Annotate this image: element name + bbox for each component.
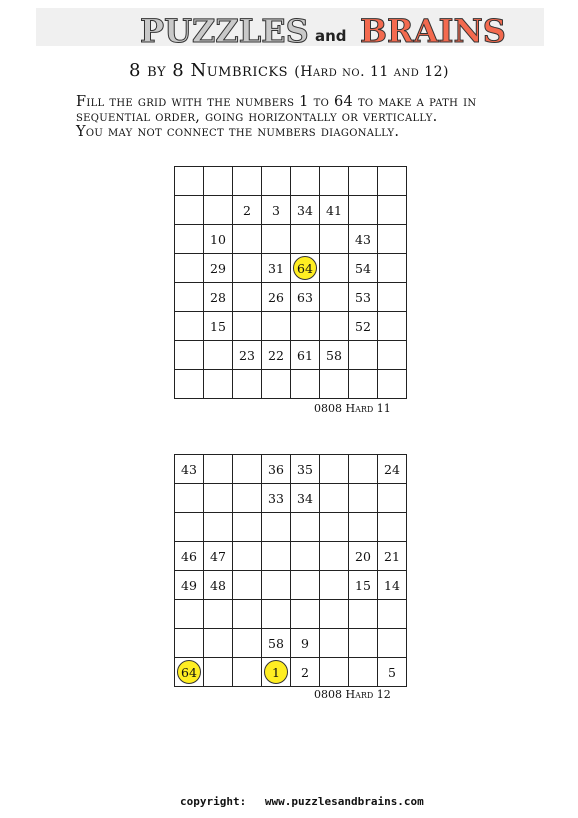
grid-cell[interactable]	[204, 513, 233, 542]
given-number: 34	[297, 202, 313, 218]
grid-cell[interactable]	[233, 629, 262, 658]
grid-cell[interactable]	[291, 571, 320, 600]
grid-cell[interactable]	[349, 312, 378, 341]
instruction-line: You may not connect the numbers diagonally.	[76, 124, 400, 140]
grid-cell[interactable]	[291, 455, 320, 484]
grid-cell[interactable]	[320, 370, 349, 399]
given-number: 53	[355, 289, 371, 305]
grid-cell[interactable]	[175, 341, 204, 370]
grid-cell[interactable]	[262, 484, 291, 513]
grid-cell[interactable]	[349, 484, 378, 513]
given-number: 49	[181, 577, 197, 593]
given-number: 34	[297, 490, 313, 506]
grid-cell[interactable]	[175, 571, 204, 600]
grid-cell[interactable]	[175, 629, 204, 658]
grid-cell[interactable]	[378, 312, 407, 341]
given-number: 10	[210, 231, 226, 247]
given-number: 35	[297, 461, 313, 477]
grid-row	[175, 283, 407, 312]
grid-cell[interactable]	[349, 370, 378, 399]
logo-puzzles: PUZZLES	[140, 12, 309, 50]
grid-cell[interactable]	[349, 283, 378, 312]
given-number: 54	[355, 260, 371, 276]
grid-row	[175, 225, 407, 254]
given-number: 58	[268, 635, 284, 651]
grid-cell[interactable]	[233, 312, 262, 341]
grid-cell[interactable]	[349, 513, 378, 542]
instructions	[76, 95, 536, 140]
grid-cell[interactable]	[204, 370, 233, 399]
grid-cell[interactable]	[204, 455, 233, 484]
grid-cell[interactable]	[233, 225, 262, 254]
grid-row	[175, 341, 407, 370]
grid-cell[interactable]	[291, 370, 320, 399]
given-number: 14	[384, 577, 400, 593]
grid-cell[interactable]	[378, 600, 407, 629]
grid-cell[interactable]	[204, 542, 233, 571]
grid-row	[175, 370, 407, 399]
given-number: 58	[326, 347, 342, 363]
grid-row	[175, 254, 407, 283]
grid-cell[interactable]	[291, 196, 320, 225]
grid-row	[175, 167, 407, 196]
grid-cell[interactable]	[378, 370, 407, 399]
grid-cell[interactable]	[320, 312, 349, 341]
grid-cell[interactable]	[349, 341, 378, 370]
grid-cell[interactable]	[291, 167, 320, 196]
given-number: 47	[210, 548, 226, 564]
given-number: 29	[210, 260, 226, 276]
grid-cell[interactable]	[378, 513, 407, 542]
grid-cell[interactable]	[378, 196, 407, 225]
grid-cell[interactable]	[320, 196, 349, 225]
grid-cell[interactable]	[320, 571, 349, 600]
grid-cell[interactable]	[175, 254, 204, 283]
grid-cell[interactable]	[291, 341, 320, 370]
given-number: 15	[210, 318, 226, 334]
grid-row	[175, 658, 407, 687]
grid-cell[interactable]	[262, 225, 291, 254]
grid-cell[interactable]	[378, 254, 407, 283]
given-number: 61	[297, 347, 313, 363]
grid-row	[175, 542, 407, 571]
grid-cell[interactable]	[262, 600, 291, 629]
grid-row	[175, 629, 407, 658]
grid-cell[interactable]	[320, 254, 349, 283]
grid-cell[interactable]	[233, 254, 262, 283]
grid-cell[interactable]	[291, 600, 320, 629]
grid-cell[interactable]	[378, 225, 407, 254]
grid-cell[interactable]	[320, 658, 349, 687]
grid-cell[interactable]	[204, 225, 233, 254]
copyright-label: copyright:	[180, 795, 247, 808]
grid-cell[interactable]	[291, 225, 320, 254]
grid-cell[interactable]	[175, 196, 204, 225]
grid-cell[interactable]	[175, 167, 204, 196]
puzzle-grid-hard-12	[174, 454, 407, 687]
given-number: 26	[268, 289, 284, 305]
given-number: 2	[243, 202, 251, 218]
grid-cell[interactable]	[233, 341, 262, 370]
grid-cell[interactable]	[320, 225, 349, 254]
given-number: 46	[181, 548, 197, 564]
grid-cell[interactable]	[262, 370, 291, 399]
logo-and: and	[315, 27, 347, 45]
grid-cell[interactable]	[262, 455, 291, 484]
grid-cell[interactable]	[378, 167, 407, 196]
highlighted-number: 64	[177, 660, 201, 684]
title-main: 8 by 8 Numbricks	[129, 60, 289, 81]
given-number: 24	[384, 461, 400, 477]
grid-cell[interactable]	[291, 542, 320, 571]
grid-cell[interactable]	[349, 571, 378, 600]
grid-row	[175, 312, 407, 341]
given-number: 22	[268, 347, 284, 363]
grid-cell[interactable]	[320, 283, 349, 312]
grid-cell[interactable]	[320, 542, 349, 571]
grid-cell[interactable]	[378, 341, 407, 370]
grid-cell[interactable]	[233, 600, 262, 629]
grid-cell[interactable]	[320, 484, 349, 513]
grid-cell[interactable]	[233, 283, 262, 312]
grid-cell[interactable]	[233, 455, 262, 484]
given-number: 9	[301, 635, 309, 651]
grid-cell[interactable]	[262, 542, 291, 571]
grid-cell[interactable]	[349, 196, 378, 225]
grid-cell[interactable]	[204, 254, 233, 283]
grid-row	[175, 196, 407, 225]
grid-cell[interactable]	[291, 312, 320, 341]
grid-cell[interactable]	[320, 600, 349, 629]
grid-cell[interactable]	[175, 484, 204, 513]
grid-cell[interactable]	[378, 283, 407, 312]
grid-cell[interactable]	[320, 341, 349, 370]
given-number: 5	[388, 664, 396, 680]
grid-cell[interactable]	[204, 196, 233, 225]
grid-cell[interactable]	[320, 513, 349, 542]
grid-cell[interactable]	[175, 455, 204, 484]
grid-cell[interactable]	[262, 167, 291, 196]
grid-cell[interactable]	[233, 658, 262, 687]
grid-cell[interactable]	[262, 312, 291, 341]
grid-cell[interactable]	[175, 658, 204, 687]
grid-cell[interactable]	[175, 542, 204, 571]
highlighted-number: 64	[293, 256, 317, 280]
given-number: 33	[268, 490, 284, 506]
grid-cell[interactable]	[175, 600, 204, 629]
grid-cell[interactable]	[204, 167, 233, 196]
grid-cell[interactable]	[204, 312, 233, 341]
grid-cell[interactable]	[262, 629, 291, 658]
given-number: 41	[326, 202, 342, 218]
grid-cell[interactable]	[320, 167, 349, 196]
logo-brains: BRAINS	[360, 12, 506, 50]
page-title	[0, 60, 578, 81]
grid-cell[interactable]	[204, 658, 233, 687]
given-number: 21	[384, 548, 400, 564]
grid-cell[interactable]	[204, 600, 233, 629]
grid-cell[interactable]	[233, 542, 262, 571]
given-number: 48	[210, 577, 226, 593]
grid-cell[interactable]	[378, 658, 407, 687]
grid-cell[interactable]	[175, 312, 204, 341]
given-number: 28	[210, 289, 226, 305]
grid-row	[175, 571, 407, 600]
given-number: 36	[268, 461, 284, 477]
grid-cell[interactable]	[378, 629, 407, 658]
grid-cell[interactable]	[204, 341, 233, 370]
grid-cell[interactable]	[378, 484, 407, 513]
puzzle-caption: 0808 Hard 12	[314, 688, 391, 701]
title-subtitle: (Hard no. 11 and 12)	[294, 64, 449, 80]
grid-cell[interactable]	[233, 196, 262, 225]
given-number: 3	[272, 202, 280, 218]
grid-cell[interactable]	[204, 484, 233, 513]
grid-cell[interactable]	[233, 370, 262, 399]
grid-row	[175, 600, 407, 629]
grid-cell[interactable]	[378, 571, 407, 600]
grid-cell[interactable]	[378, 542, 407, 571]
grid-cell[interactable]	[233, 484, 262, 513]
grid-cell[interactable]	[349, 254, 378, 283]
grid-cell[interactable]	[291, 484, 320, 513]
given-number: 43	[181, 461, 197, 477]
grid-cell[interactable]	[233, 571, 262, 600]
given-number: 52	[355, 318, 371, 334]
grid-cell[interactable]	[204, 571, 233, 600]
grid-cell[interactable]	[349, 167, 378, 196]
given-number: 2	[301, 664, 309, 680]
grid-cell[interactable]	[233, 513, 262, 542]
instruction-line: Fill the grid with the numbers 1 to 64 to make a path in	[76, 94, 477, 110]
grid-row	[175, 513, 407, 542]
grid-cell[interactable]	[262, 658, 291, 687]
puzzle-caption: 0808 Hard 11	[314, 402, 391, 415]
grid-cell[interactable]	[175, 283, 204, 312]
grid-cell[interactable]	[349, 629, 378, 658]
grid-cell[interactable]	[291, 254, 320, 283]
grid-cell[interactable]	[233, 167, 262, 196]
grid-cell[interactable]	[349, 542, 378, 571]
given-number: 23	[239, 347, 255, 363]
grid-cell[interactable]	[262, 254, 291, 283]
grid-cell[interactable]	[204, 629, 233, 658]
given-number: 15	[355, 577, 371, 593]
grid-cell[interactable]	[320, 455, 349, 484]
given-number: 43	[355, 231, 371, 247]
grid-row	[175, 484, 407, 513]
grid-cell[interactable]	[349, 455, 378, 484]
grid-row	[175, 455, 407, 484]
copyright-footer	[180, 795, 424, 808]
grid-cell[interactable]	[291, 283, 320, 312]
grid-cell[interactable]	[320, 629, 349, 658]
grid-cell[interactable]	[262, 283, 291, 312]
website-link[interactable]: www.puzzlesandbrains.com	[264, 795, 424, 808]
grid-cell[interactable]	[349, 658, 378, 687]
grid-cell[interactable]	[175, 513, 204, 542]
grid-cell[interactable]	[349, 600, 378, 629]
grid-cell[interactable]	[291, 658, 320, 687]
header-banner	[36, 8, 544, 50]
given-number: 31	[268, 260, 284, 276]
grid-cell[interactable]	[349, 225, 378, 254]
grid-cell[interactable]	[291, 513, 320, 542]
puzzle-grid-hard-11	[174, 166, 407, 399]
grid-cell[interactable]	[175, 225, 204, 254]
grid-cell[interactable]	[291, 629, 320, 658]
grid-cell[interactable]	[204, 283, 233, 312]
instruction-line: sequential order, going horizontally or vertically.	[76, 109, 438, 125]
grid-cell[interactable]	[262, 341, 291, 370]
grid-cell[interactable]	[262, 513, 291, 542]
grid-cell[interactable]	[262, 571, 291, 600]
highlighted-number: 1	[264, 660, 288, 684]
given-number: 63	[297, 289, 313, 305]
given-number: 20	[355, 548, 371, 564]
grid-cell[interactable]	[378, 455, 407, 484]
grid-cell[interactable]	[262, 196, 291, 225]
grid-cell[interactable]	[175, 370, 204, 399]
